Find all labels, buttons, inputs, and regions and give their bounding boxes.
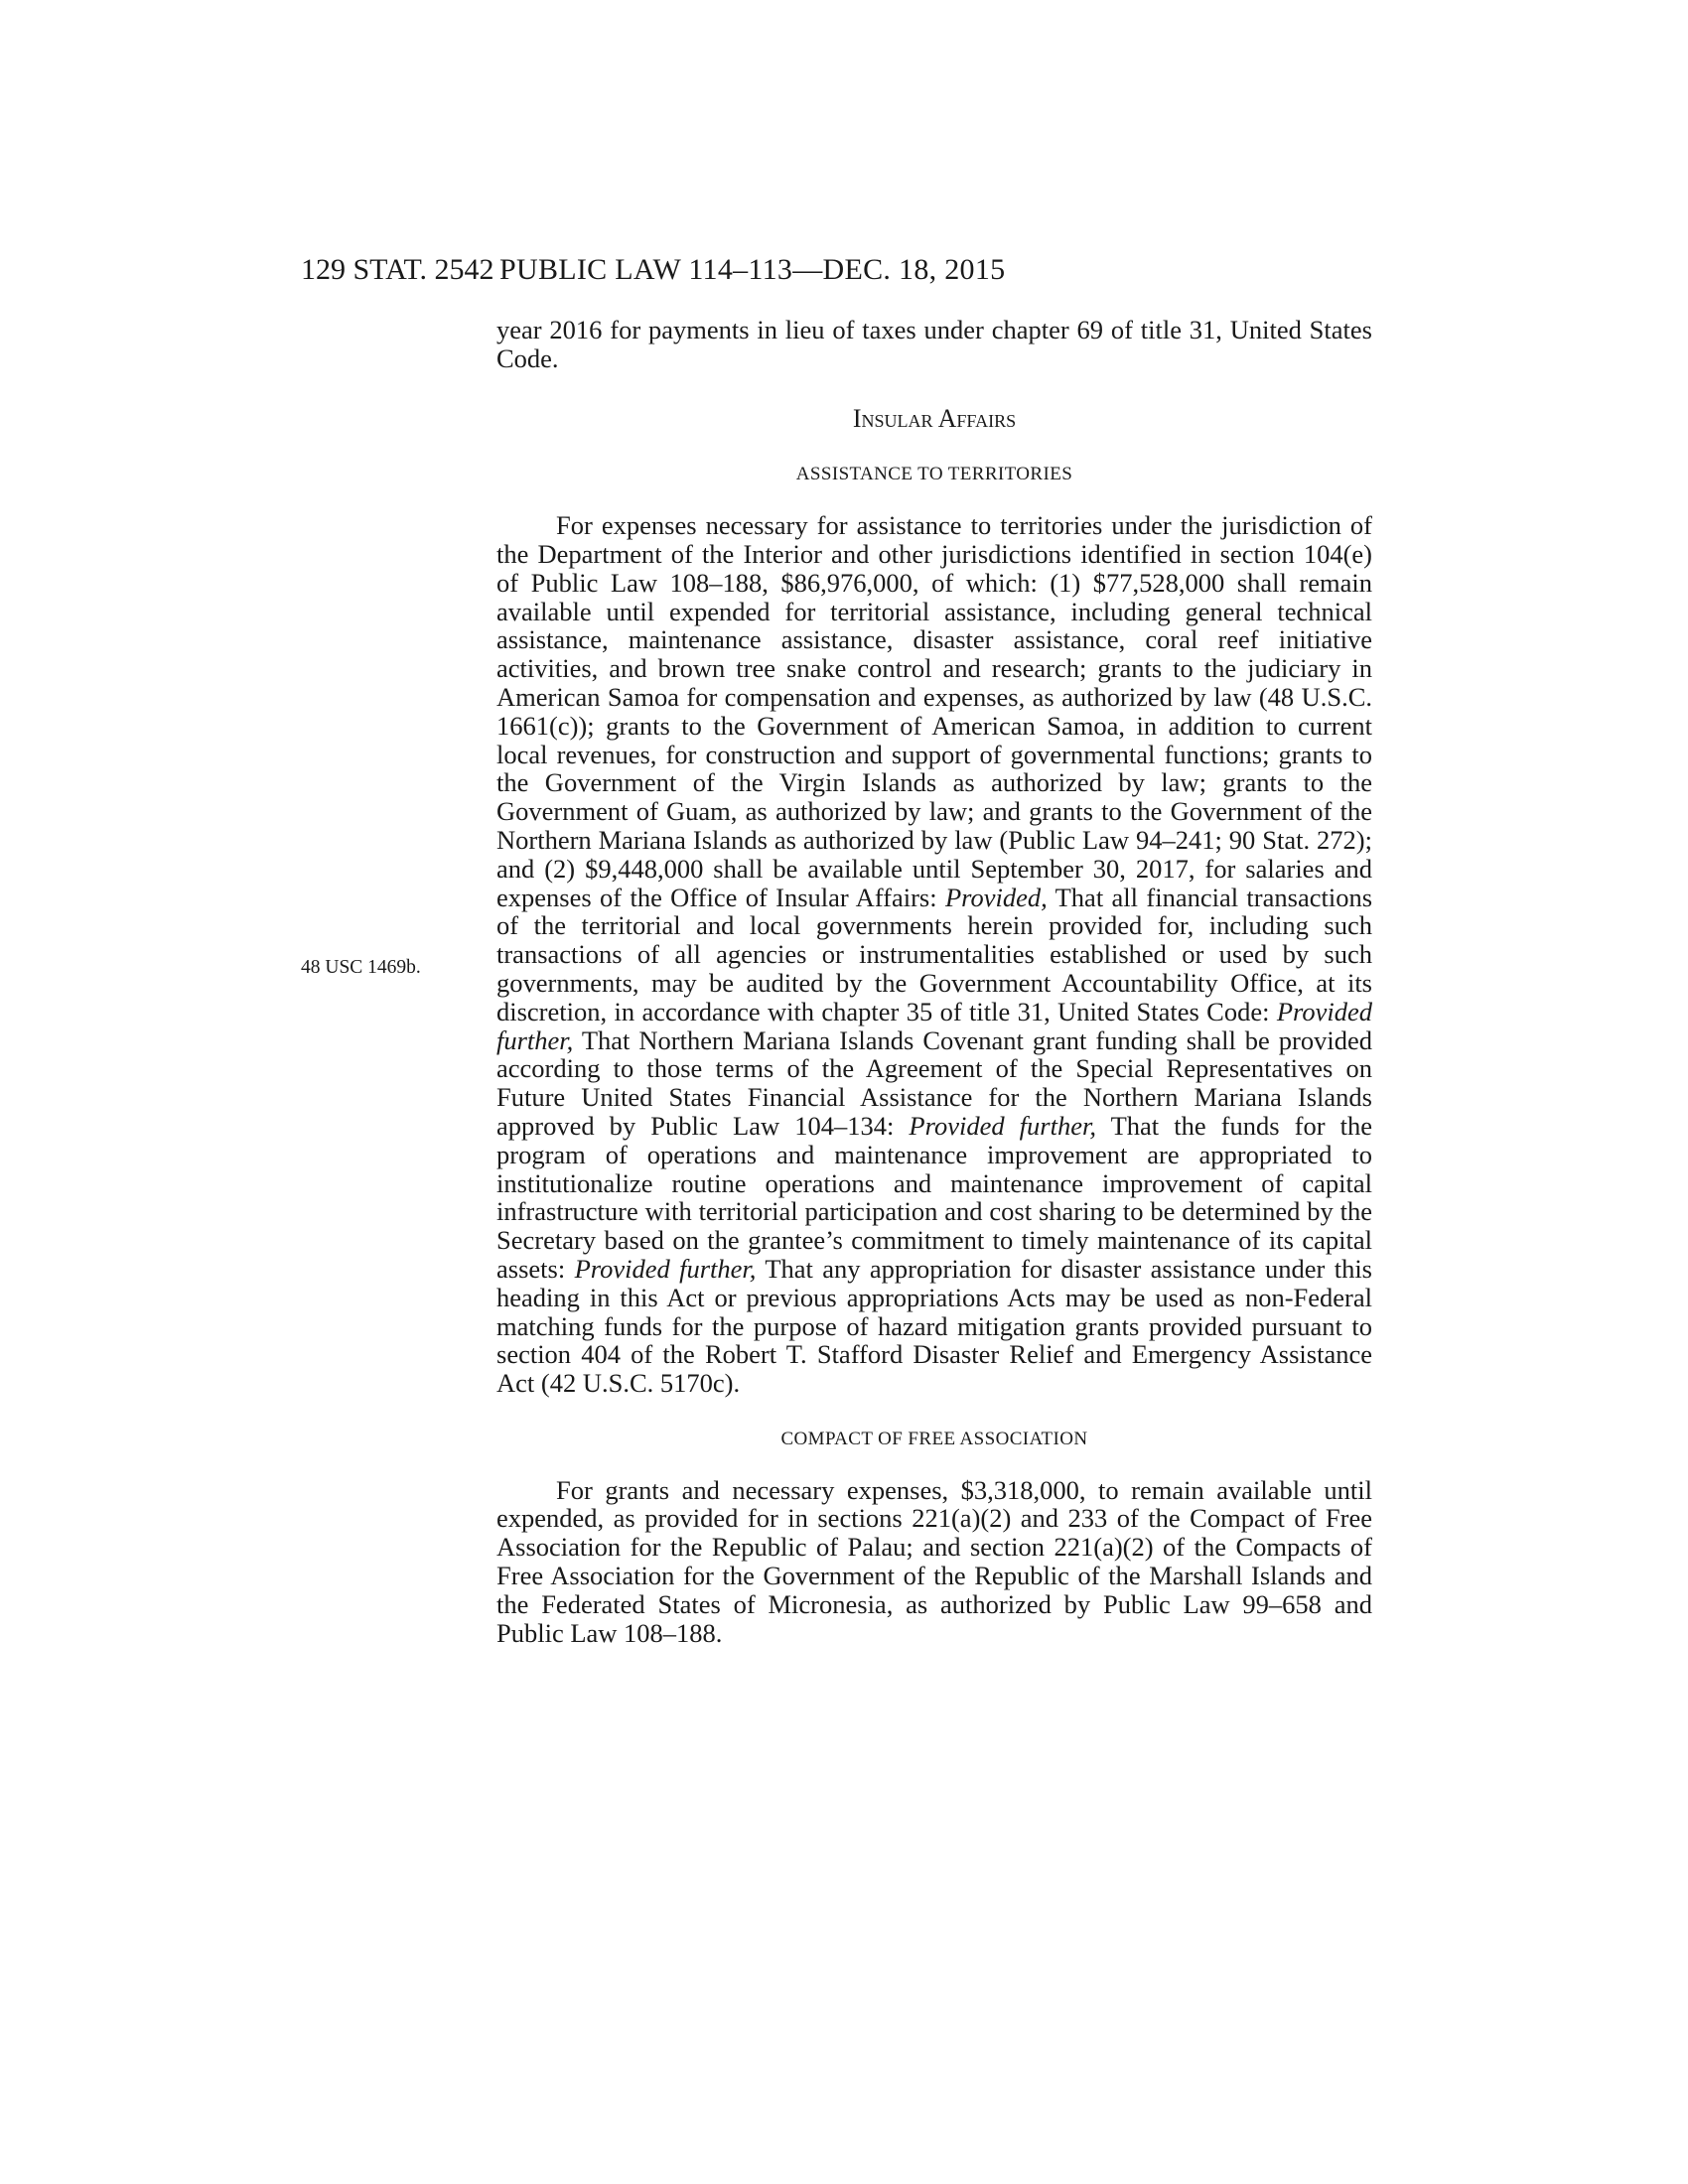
proviso-1: Provided, xyxy=(944,882,1048,912)
public-law-reference: PUBLIC LAW 114–113—DEC. 18, 2015 xyxy=(499,253,1006,286)
section-heading-insular-affairs: Insular Affairs xyxy=(852,403,1017,433)
assistance-text-4: That the funds for the program of operations and maintenance improvement are appropriated to institutionalize routine operations and maintenance improvement of capital infrastructure with territorial participation and cost sharing to be determined by the Secretary based on the grantee’s commitment to timely maintenance of its capital assets: xyxy=(496,1110,1372,1284)
page-header xyxy=(301,250,1373,290)
proviso-4: Provided further, xyxy=(574,1253,757,1284)
compact-paragraph: For grants and necessary expenses, $3,318,000, to remain available until expended, as provided for in sections 221(a)(2) and 233 of the Compact of Free Association for the Republic of Palau; and section 221(a)(2) of the Compacts of Free Association for the Government of the Republic of the Marshall Islands and the Federated States of Micronesia, as authorized by Public Law 99–658 and Public Law 108–188. xyxy=(496,1474,1372,1648)
subheading-assistance-to-territories: ASSISTANCE TO TERRITORIES xyxy=(795,464,1073,485)
assistance-paragraph xyxy=(496,511,1372,1398)
main-text xyxy=(496,316,1372,1647)
continuation-paragraph: year 2016 for payments in lieu of taxes under chapter 69 of title 31, United States Code. xyxy=(496,315,1372,373)
assistance-text-5: That any appropriation for disaster assistance under this heading in this Act or previous appropriations Acts may be used as non-Federal matching funds for the purpose of hazard mitigation grants provided pursuant to section 404 of the Robert T. Stafford Disaster Relief and Emergency Assistance Act (42 U.S.C. 5170c). xyxy=(496,1253,1372,1399)
assistance-text-3: That Northern Mariana Islands Covenant grant funding shall be provided according to those terms of the Agreement of the Special Representatives on Future United States Financial Assistance for the Northern Mariana Islands approved by Public Law 104–134: xyxy=(496,1024,1372,1141)
subheading-compact-of-free-association: COMPACT OF FREE ASSOCIATION xyxy=(780,1428,1088,1449)
margin-citation: 48 USC 1469b. xyxy=(301,957,421,978)
proviso-3: Provided further, xyxy=(909,1110,1096,1141)
proviso-2: Provided further, xyxy=(496,996,1372,1055)
assistance-text-1: For expenses necessary for assistance to territories under the jurisdiction of the Department of the Interior and other jurisdictions identified in section 104(e) of Public Law 108–188, $86,976,000, of which: (1) $77,528,000 shall remain available until expended for territorial assistance, including general technical assistance, maintenance assistance, disaster assistance, coral reef initiative activities, and brown tree snake control and research; grants to the judiciary in American Samoa for compensation and expenses, as authorized by law (48 U.S.C. 1661(c)); grants to the Government of American Samoa, in addition to current local revenues, for construction and support of governmental functions; grants to the Government of the Virgin Islands as authorized by law; grants to the Government of Guam, as authorized by law; and grants to the Government of the Northern Mariana Islands as authorized by law (Public Law 94–241; 90 Stat. 272); and (2) $9,448,000 shall be available until September 30, 2017, for salaries and expenses of the Office of Insular Affairs: xyxy=(496,510,1372,912)
statute-reference: 129 STAT. 2542 xyxy=(301,253,494,286)
assistance-text-2: That all financial transactions of the territorial and local governments herein provided for, including such transactions of all agencies or instrumentalities established or used by such governments, may be audited by the Government Accountability Office, at its discretion, in accordance with chapter 35 of title 31, United States Code: xyxy=(496,882,1373,1026)
